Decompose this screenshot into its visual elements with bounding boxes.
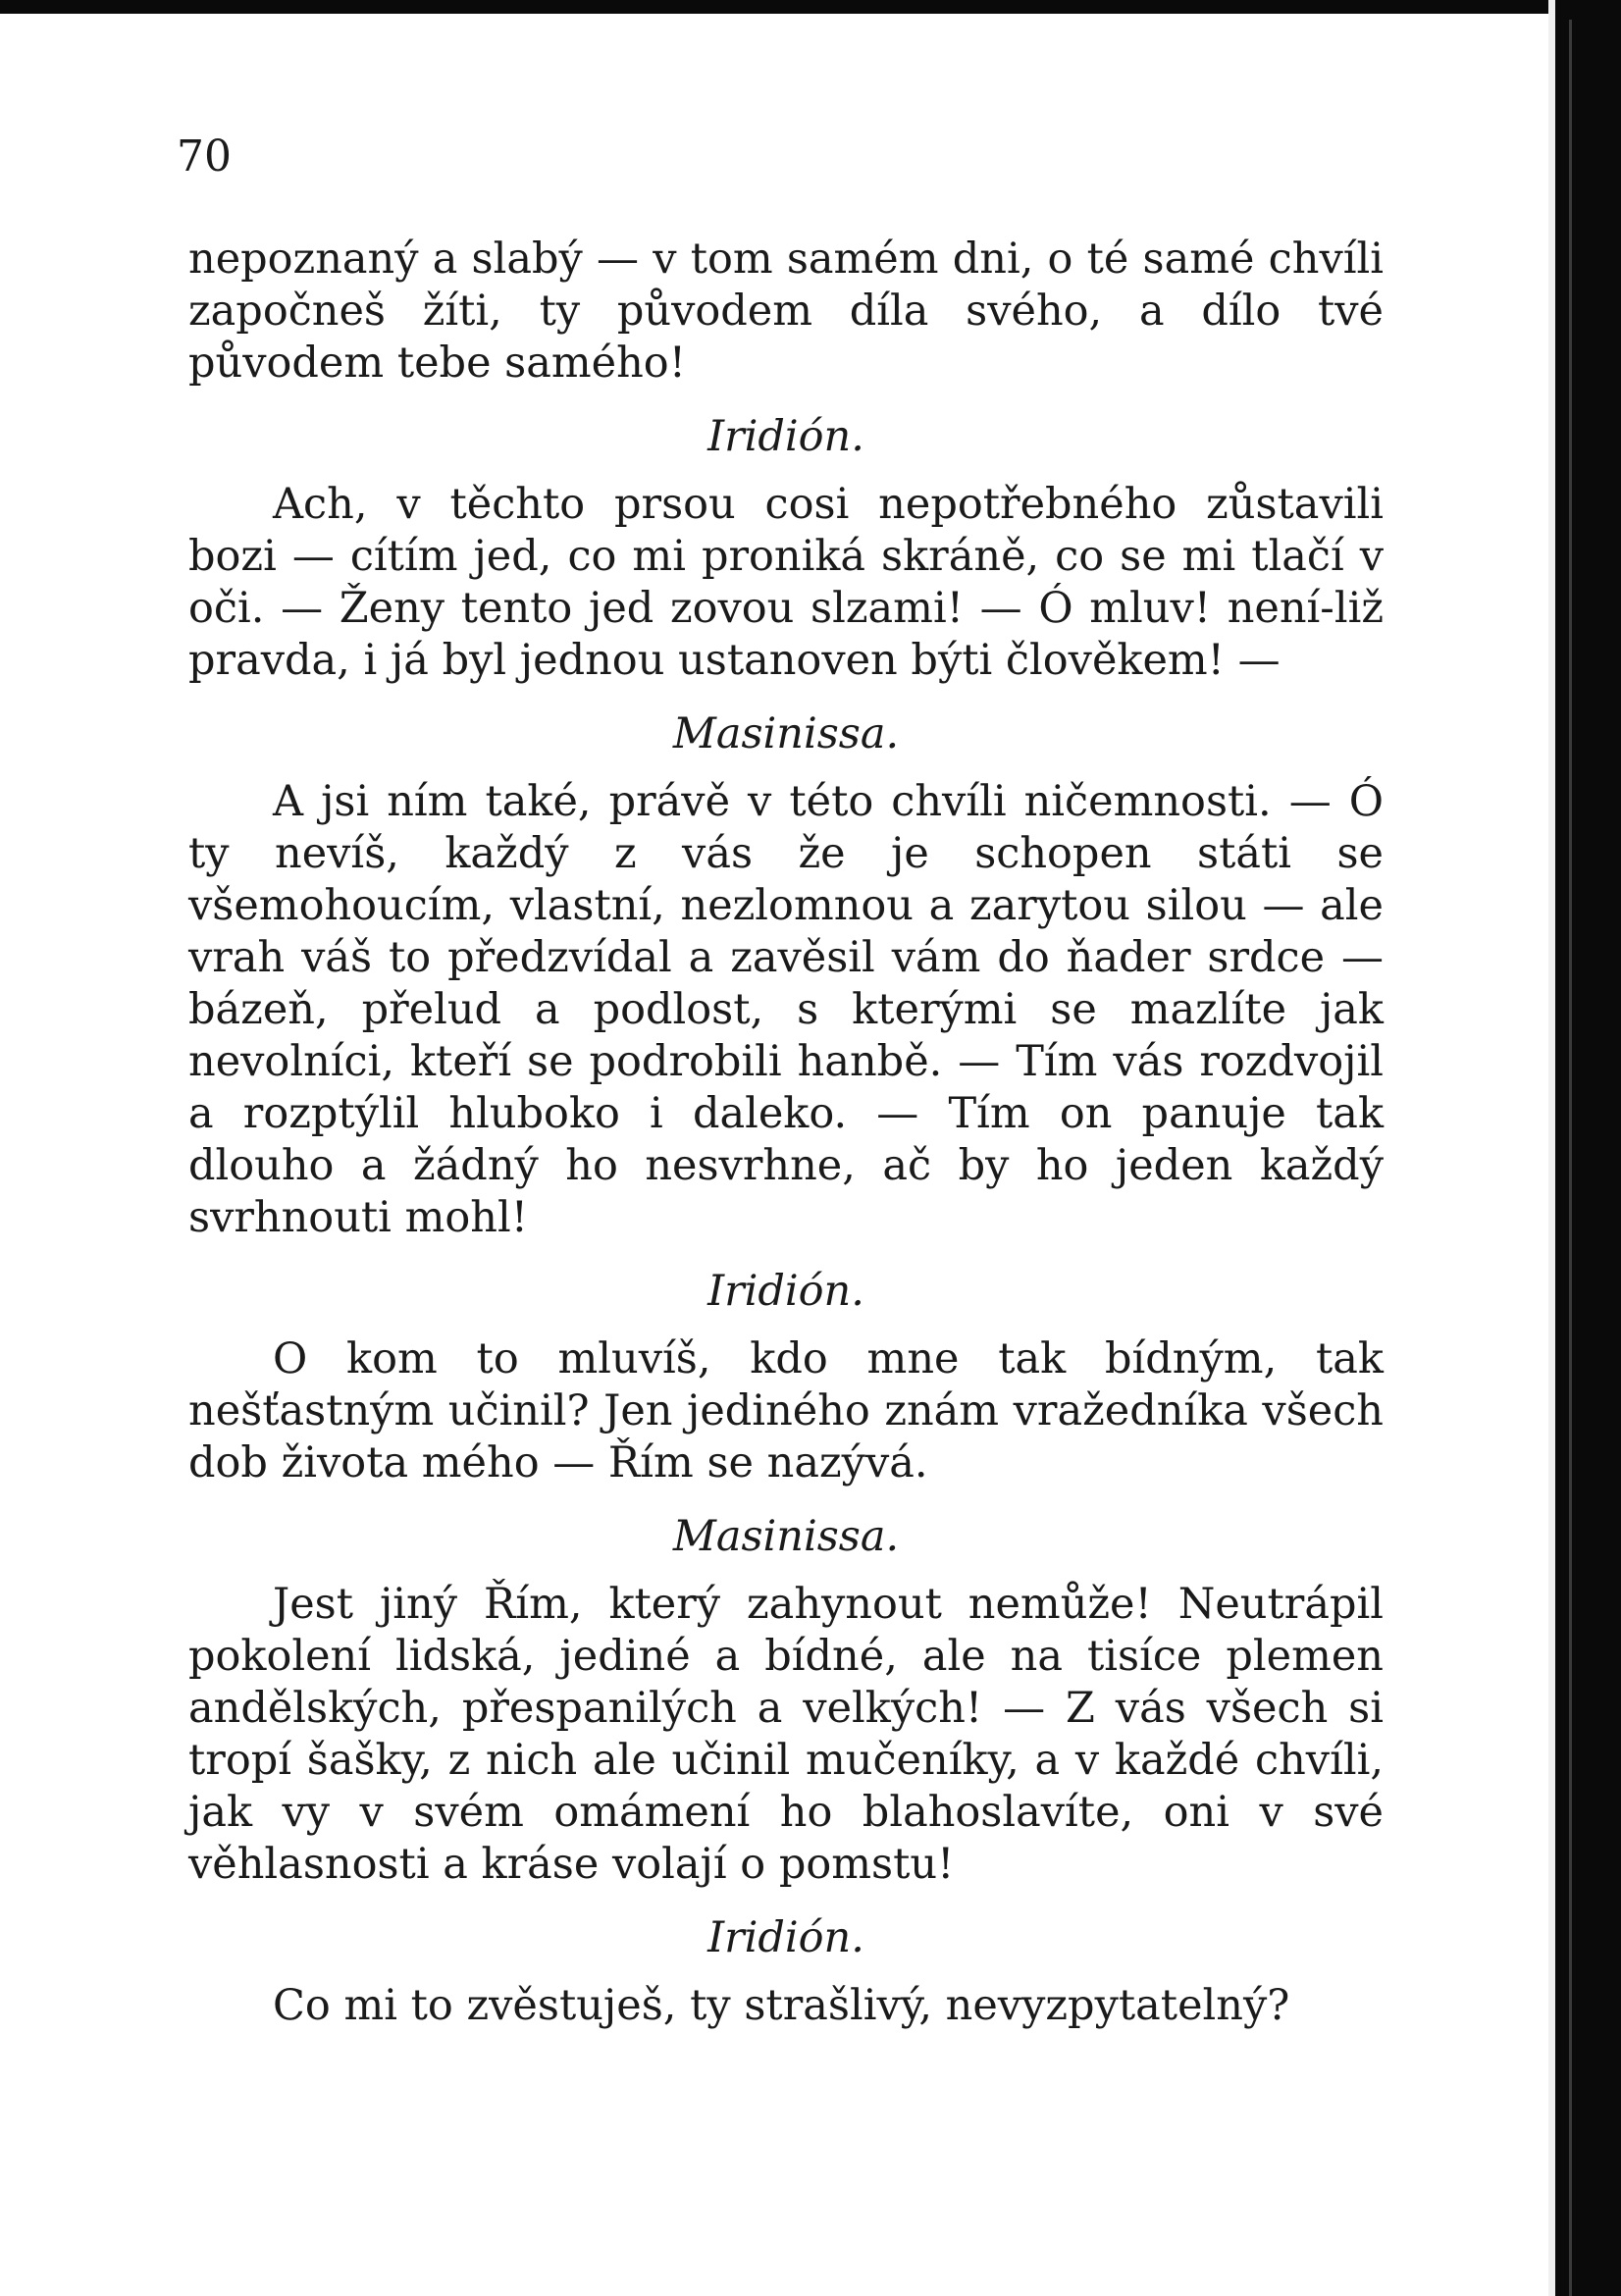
paragraph: Ach, v těchto prsou cosi nepotřebného zůstavili bozi — cítím jed, co mi proniká skráně, co se mi tlačí v oči. — Ženy tento jed zovou slzami! — Ó mluv! není-liž pravda, i já byl jednou ustanoven býti člověkem! — bbox=[188, 480, 1384, 685]
scan-top-border bbox=[0, 0, 1621, 14]
paragraph: Co mi to zvěstuješ, ty strašlivý, nevyzpytatelný? bbox=[273, 1981, 1290, 2030]
paragraph: nepoznaný a slabý — v tom samém dni, o té samé chvíli započneš žíti, ty původem díla svého, a dílo tvé původem tebe samého! bbox=[188, 235, 1384, 388]
paragraph: A jsi ním také, právě v této chvíli ničemnosti. — Ó ty nevíš, každý z vás že je schopen státi se všemohoucím, vlastní, nezlomnou a zarytou silou — ale vrah váš to předzvídal a zavěsil vám do ňader srdce — bázeň, přelud a podlost, s kterými se mazlíte jak nevolníci, kteří se podrobili hanbě. — Tím vás rozdvojil a rozptýlil hluboko i daleko. — Tím on panuje tak dlouho a žádný ho nesvrhne, ač by ho jeden každý svrhnouti mohl! bbox=[188, 777, 1384, 1242]
page-body bbox=[188, 234, 1384, 2032]
paragraph: O kom to mluvíš, kdo mne tak bídným, tak nešťastným učinil? Jen jediného znám vražedníka všech dob života mého — Řím se nazývá. bbox=[188, 1334, 1384, 1487]
speaker-heading: Masinissa. bbox=[672, 709, 900, 758]
scan-page-edge bbox=[1569, 20, 1572, 2296]
speaker-heading: Iridión. bbox=[707, 1913, 864, 1962]
paragraph: Jest jiný Řím, který zahynout nemůže! Neutrápil pokolení lidská, jediné a bídné, ale na tisíce plemen andělských, přespanilých a velkých! — Z vás všech si tropí šašky, z nich ale učinil mučeníky, a v každé chvíli, jak vy v svém omámení ho blahoslavíte, oni v své věhlasnosti a kráse volají o pomstu! bbox=[188, 1580, 1384, 1889]
page-number: 70 bbox=[177, 131, 232, 182]
speaker-heading: Iridión. bbox=[707, 1267, 864, 1316]
scan-right-border bbox=[1555, 0, 1621, 2296]
speaker-heading: Iridión. bbox=[707, 412, 864, 461]
speaker-heading: Masinissa. bbox=[672, 1512, 900, 1561]
